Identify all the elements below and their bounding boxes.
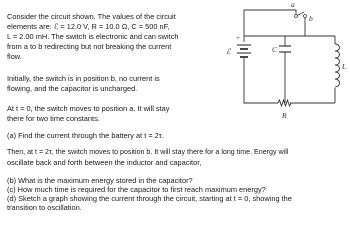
part-c: (c) How much time is required for the capacitor to first reach maximum energy? — [7, 185, 266, 194]
part-d-line-2: transition to oscillation. — [7, 203, 82, 212]
wire-left-lower — [244, 58, 278, 103]
inductor-symbol — [335, 44, 340, 87]
initial-line-2: flowing, and the capacitor is uncharged. — [7, 84, 138, 93]
initial-line-1: Initially, the switch is in position b, no current is — [7, 74, 160, 83]
battery-symbol — [237, 45, 251, 57]
then-line-2: oscillate back and forth between the inductor and capacitor, — [7, 158, 202, 167]
intro-line-2: elements are: ℰ = 12.0 V, R = 10.0 Ω, C = 500 nF, — [7, 22, 170, 31]
label-r: R — [282, 111, 287, 120]
wire-switch-a — [244, 10, 296, 16]
part-d-line-1: (d) Sketch a graph showing the current through the circuit, starting at t = 0, showing the — [7, 194, 292, 203]
intro-line-5: flow. — [7, 52, 22, 61]
label-emf: ℰ — [226, 47, 231, 56]
label-l: L — [342, 62, 347, 71]
intro-line-1: Consider the circuit shown. The values of the circuit — [7, 12, 176, 21]
intro-line-3: L = 2.00 mH. The switch is electronic and can switch — [7, 32, 179, 41]
intro-line-4: from a to b redirecting but not breaking the current — [7, 42, 172, 51]
label-c: C — [272, 45, 278, 54]
label-b: b — [309, 14, 313, 23]
t0-line-2: there for two time constants. — [7, 114, 100, 123]
part-b: (b) What is the maximum energy stored in the capacitor? — [7, 176, 193, 185]
capacitor-symbol — [279, 46, 291, 52]
label-a: a — [291, 0, 295, 9]
then-line-1: Then, at t = 2τ, the switch moves to position b. It will stay there for a long time. Energy will — [7, 148, 289, 156]
t0-line-1: At t = 0, the switch moves to position a. It will stay — [7, 104, 170, 113]
label-plus: + — [236, 34, 240, 42]
resistor-symbol — [278, 100, 291, 106]
part-a: (a) Find the current through the battery at t = 2τ. — [7, 131, 164, 140]
